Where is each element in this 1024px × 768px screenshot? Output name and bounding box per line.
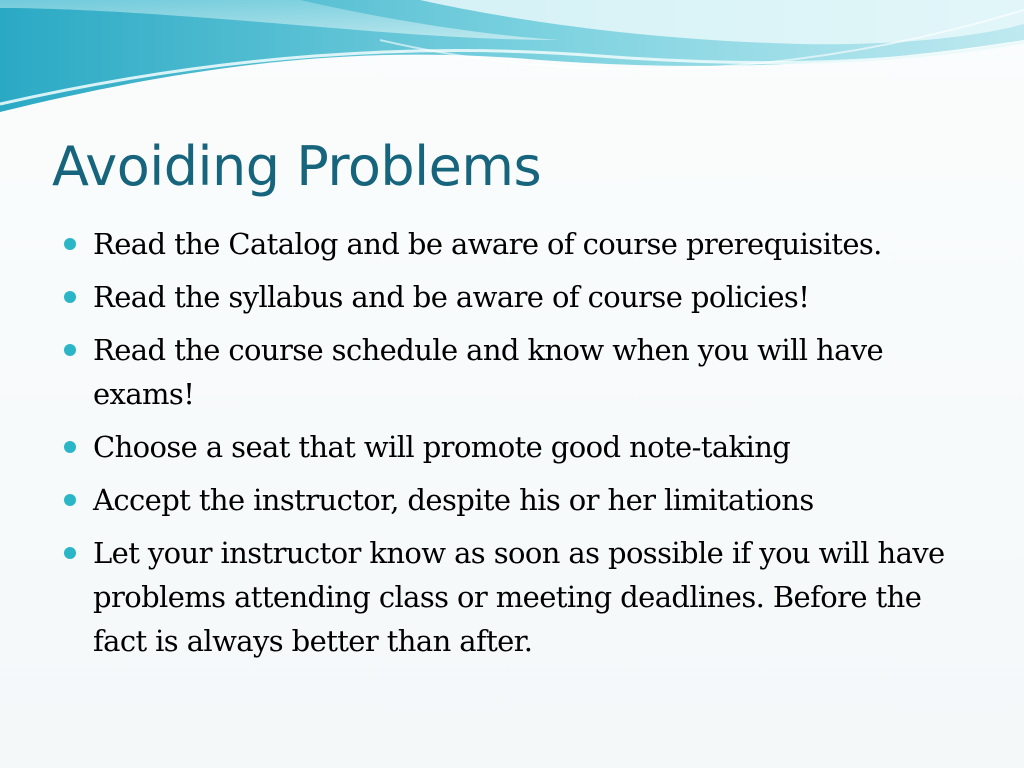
wave-header-decoration [0,0,1024,120]
bullet-item [62,478,962,522]
bullet-item [62,222,962,266]
bullet-dot-icon [64,547,76,559]
bullet-text: Read the syllabus and be aware of course policies! [93,280,810,314]
bullet-list [62,222,962,672]
bullet-dot-icon [64,344,76,356]
bullet-text: Read the Catalog and be aware of course prerequisites. [93,227,882,261]
bullet-text: Read the course schedule and know when you will have exams! [93,333,884,411]
slide-title: Avoiding Problems [52,135,542,198]
bullet-item [62,328,962,416]
bullet-dot-icon [64,238,76,250]
bullet-item [62,531,962,663]
bullet-text: Choose a seat that will promote good note-taking [93,430,791,464]
bullet-item [62,425,962,469]
bullet-dot-icon [64,494,76,506]
bullet-dot-icon [64,441,76,453]
bullet-item [62,275,962,319]
bullet-text: Accept the instructor, despite his or her limitations [93,483,814,517]
bullet-dot-icon [64,291,76,303]
bullet-text: Let your instructor know as soon as possible if you will have problems attending class or meeting deadlines. Before the fact is always better than after. [93,536,945,658]
